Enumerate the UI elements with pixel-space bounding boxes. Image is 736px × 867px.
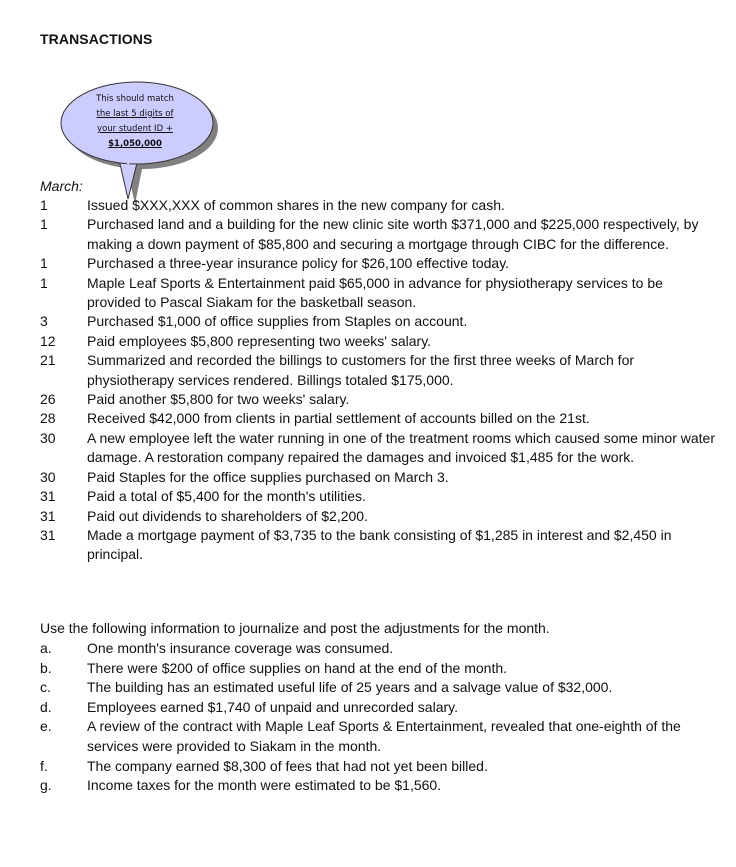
transaction-day: 31 (40, 488, 56, 505)
adjustment-text: Income taxes for the month were estimated to be $1,560. (87, 777, 442, 794)
transaction-row (40, 429, 720, 468)
transaction-day: 31 (40, 507, 56, 524)
adjustment-letter: b. (40, 659, 52, 676)
transaction-row (40, 507, 720, 526)
transaction-day: 30 (40, 429, 56, 446)
adjustment-letter: d. (40, 698, 52, 715)
transaction-row (40, 351, 720, 390)
transaction-row (40, 390, 720, 409)
adjustment-text: There were $200 of office supplies on hand at the end of the month. (87, 659, 508, 676)
transaction-day: 1 (40, 274, 48, 291)
transaction-row (40, 215, 720, 254)
page-title: TRANSACTIONS (40, 31, 153, 47)
adjustment-row (40, 698, 720, 718)
transaction-row (40, 526, 720, 565)
callout-bubble (60, 75, 220, 205)
transaction-text: Purchased a three-year insurance policy for $26,100 effective today. (87, 255, 510, 272)
transaction-text: Paid Staples for the office supplies purchased on March 3. (87, 468, 449, 485)
transaction-text: Paid out dividends to shareholders of $2,200. (87, 507, 368, 524)
adjustment-row (40, 717, 720, 756)
callout-line-1: This should match (96, 94, 174, 104)
transaction-day: 30 (40, 468, 56, 485)
transaction-text: A new employee left the water running in one of the treatment rooms which caused some minor water damage. A restoration company repaired the damages and invoiced $1,485 for the work. (87, 429, 715, 466)
transaction-list (40, 196, 720, 565)
adjustment-row (40, 776, 720, 796)
transaction-text: Paid employees $5,800 representing two weeks' salary. (87, 332, 432, 349)
transaction-row (40, 409, 720, 428)
transaction-day: 31 (40, 526, 56, 543)
adjustment-list (40, 639, 720, 796)
adjustment-text: Employees earned $1,740 of unpaid and unrecorded salary. (87, 698, 458, 715)
adjustment-letter: g. (40, 777, 52, 794)
transaction-day: 26 (40, 391, 56, 408)
transaction-row (40, 332, 720, 351)
transaction-row (40, 274, 720, 313)
transaction-text: Received $42,000 from clients in partial settlement of accounts billed on the 21st. (87, 410, 590, 427)
adjustment-letter: e. (40, 718, 52, 735)
transaction-day: 1 (40, 216, 48, 233)
callout-text (68, 92, 202, 152)
transaction-day: 28 (40, 410, 56, 427)
adjustment-text: The company earned $8,300 of fees that had not yet been billed. (87, 757, 488, 774)
transaction-day: 1 (40, 197, 48, 213)
transaction-day: 21 (40, 352, 56, 369)
month-label: March: (40, 178, 83, 194)
adjustment-row (40, 639, 720, 659)
transaction-text: Purchased $1,000 of office supplies from Staples on account. (87, 313, 468, 330)
callout-line-3: your student ID + (97, 124, 173, 134)
adjustment-text: The building has an estimated useful life of 25 years and a salvage value of $32,000. (87, 679, 613, 696)
transaction-text: Paid another $5,800 for two weeks' salary. (87, 391, 350, 408)
transaction-day: 12 (40, 332, 56, 349)
transaction-text: Maple Leaf Sports & Entertainment paid $65,000 in advance for physiotherapy services to be provided to Pascal Siakam for the basketball season. (87, 274, 663, 311)
callout-line-4: $1,050,000 (108, 139, 162, 149)
transaction-row (40, 468, 720, 487)
transaction-row (40, 196, 720, 215)
transaction-text: Purchased land and a building for the new clinic site worth $371,000 and $225,000 respectively, by making a down payment of $85,800 and securing a mortgage through CIBC for the difference. (87, 216, 699, 252)
adjustments-intro: Use the following information to journalize and post the adjustments for the month. (40, 620, 550, 636)
transaction-day: 1 (40, 255, 48, 272)
adjustment-letter: c. (40, 679, 51, 696)
transaction-text: Issued $XXX,XXX of common shares in the new company for cash. (87, 197, 505, 213)
adjustment-row (40, 757, 720, 777)
transaction-text: Summarized and recorded the billings to customers for the first three weeks of March for physiotherapy services rendered. Billings totaled $175,000. (87, 352, 635, 388)
adjustment-row (40, 678, 720, 698)
transaction-row (40, 487, 720, 506)
adjustment-letter: f. (40, 757, 48, 774)
adjustment-text: A review of the contract with Maple Leaf Sports & Entertainment, revealed that one-eighth of the services were provided to Siakam in the month. (87, 718, 681, 754)
callout-line-2: the last 5 digits of (96, 109, 174, 119)
transaction-text: Paid a total of $5,400 for the month's utilities. (87, 488, 366, 505)
transaction-text: Made a mortgage payment of $3,735 to the bank consisting of $1,285 in interest and $2,450 in principal. (87, 526, 672, 563)
adjustment-row (40, 659, 720, 679)
adjustment-text: One month's insurance coverage was consumed. (87, 640, 394, 656)
transaction-row (40, 254, 720, 273)
transaction-row (40, 312, 720, 331)
adjustment-letter: a. (40, 640, 52, 656)
transaction-day: 3 (40, 313, 48, 330)
